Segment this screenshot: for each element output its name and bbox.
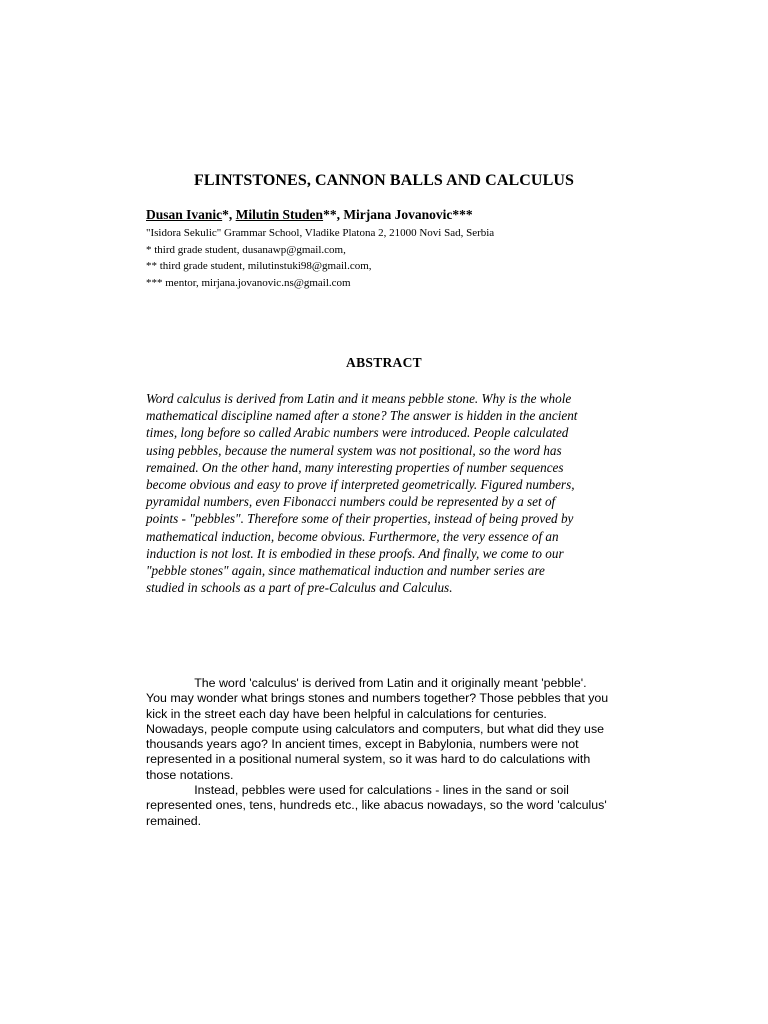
body-line: Nowadays, people compute using calculators and computers, but what did they use — [146, 721, 605, 736]
paper-title: FLINTSTONES, CANNON BALLS AND CALCULUS — [193, 172, 575, 189]
body-line: Instead, pebbles were used for calculations - lines in the sand or soil — [146, 783, 569, 798]
abstract-line: mathematical induction, become obvious. Furthermore, the very essence of an — [146, 528, 559, 544]
abstract-text — [146, 390, 622, 596]
author-mark-1: *, — [222, 207, 236, 222]
body-line: You may wonder what brings stones and numbers together? Those pebbles that you — [146, 691, 609, 706]
body-line: The word 'calculus' is derived from Latin and it originally meant 'pebble'. — [146, 676, 587, 690]
abstract-line: induction is not lost. It is embodied in these proofs. And finally, we come to our — [146, 545, 564, 561]
affiliation-block — [146, 225, 494, 291]
body-text — [146, 676, 622, 829]
abstract-line: "pebble stones" again, since mathematical induction and number series are — [146, 563, 545, 579]
abstract-line: remained. On the other hand, many interesting properties of number sequences — [146, 459, 564, 475]
abstract-line: pyramidal numbers, even Fibonacci numbers could be represented by a set of — [146, 494, 556, 510]
abstract-line: mathematical discipline named after a stone? The answer is hidden in the ancient — [146, 408, 578, 424]
body-line: represented in a positional numeral system, so it was hard to do calculations with — [146, 752, 591, 767]
abstract-line: studied in schools as a part of pre-Calculus and Calculus. — [146, 580, 453, 596]
body-line: thousands years ago? In ancient times, except in Babylonia, numbers were not — [146, 737, 579, 752]
author-name-3: Mirjana Jovanovic*** — [343, 207, 473, 222]
body-line: remained. — [146, 813, 202, 828]
body-line: those notations. — [146, 767, 234, 782]
abstract-line: points - "pebbles". Therefore some of their properties, instead of being proved by — [146, 511, 574, 527]
body-line: kick in the street each day have been helpful in calculations for centuries. — [146, 706, 547, 721]
abstract-line: times, long before so called Arabic numbers were introduced. People calculated — [146, 425, 569, 441]
affiliation-school: "Isidora Sekulic" Grammar School, Vladike Platona 2, 21000 Novi Sad, Serbia — [146, 227, 495, 239]
body-line: represented ones, tens, hundreds etc., like abacus nowadays, so the word 'calculus' — [146, 798, 607, 813]
abstract-line: become obvious and easy to prove if interpreted geometrically. Figured numbers, — [146, 477, 575, 493]
author-mark-2: **, — [323, 207, 344, 222]
author-name-2: Milutin Studen — [235, 207, 324, 222]
affiliation-author-2: ** third grade student, milutinstuki98@gmail.com, — [146, 260, 372, 272]
affiliation-author-3: *** mentor, mirjana.jovanovic.ns@gmail.com — [146, 276, 351, 289]
abstract-line: using pebbles, because the numeral system was not positional, so the word has — [146, 442, 562, 458]
author-list — [146, 207, 473, 223]
affiliation-author-1: * third grade student, dusanawp@gmail.com, — [146, 243, 346, 256]
abstract-heading: ABSTRACT — [346, 355, 422, 370]
abstract-line: Word calculus is derived from Latin and it means pebble stone. Why is the whole — [146, 391, 572, 406]
author-name-1: Dusan Ivanic — [146, 207, 223, 222]
